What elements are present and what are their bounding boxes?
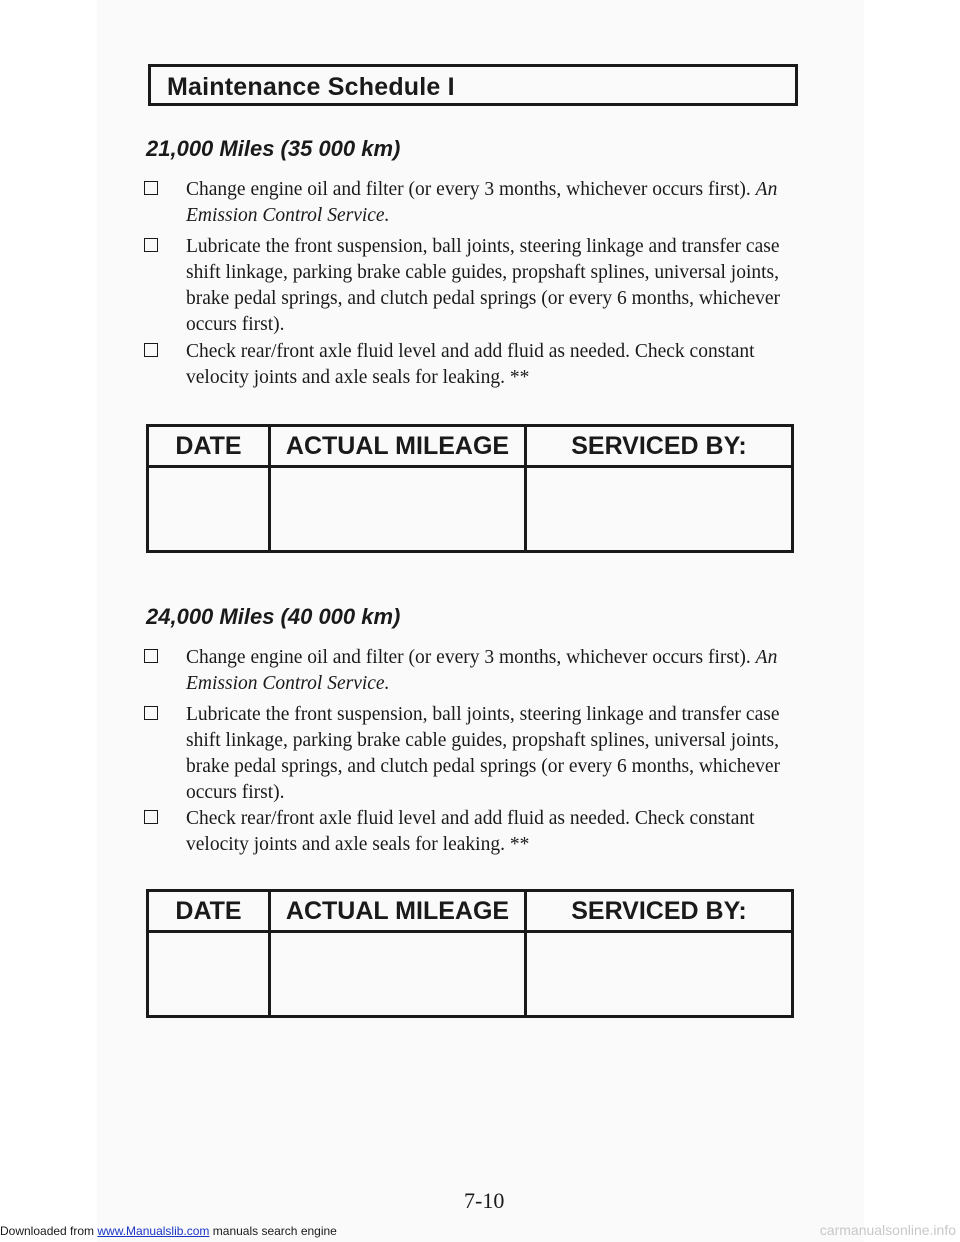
manualslib-link[interactable]: www.Manualslib.com <box>97 1224 210 1238</box>
item-text: Change engine oil and filter (or every 3 months, whichever occurs first). <box>186 647 751 668</box>
item-text: Lubricate the front suspension, ball joints, steering linkage and transfer case shift linkage, parking brake cable guides, propshaft splines, universal joints, brake pedal springs, and clutch pedal springs (or every 6 months, whichever occurs first). <box>186 704 781 803</box>
page-number: 7-10 <box>464 1188 505 1213</box>
serviced-by-cell[interactable] <box>526 932 793 1017</box>
col-header-date: DATE <box>148 891 270 932</box>
checklist-item <box>186 806 806 858</box>
checkbox-icon[interactable] <box>144 649 158 663</box>
serviced-by-cell[interactable] <box>526 467 793 552</box>
item-note: An Emission Control Service. <box>186 647 778 694</box>
service-record-table <box>146 424 794 553</box>
table-row <box>148 467 793 552</box>
checkbox-icon[interactable] <box>144 238 158 252</box>
table-header-row <box>148 891 793 932</box>
col-header-serviced-by: SERVICED BY: <box>526 891 793 932</box>
checkbox-icon[interactable] <box>144 810 158 824</box>
date-cell[interactable] <box>148 932 270 1017</box>
col-header-mileage: ACTUAL MILEAGE <box>270 891 526 932</box>
checklist-item <box>186 702 806 806</box>
footer-prefix: Downloaded from <box>0 1224 98 1238</box>
checkbox-icon[interactable] <box>144 706 158 720</box>
watermark: carmanualsonline.info <box>819 1222 956 1238</box>
checklist-item <box>186 234 806 338</box>
col-header-serviced-by: SERVICED BY: <box>526 426 793 467</box>
page-title: Maintenance Schedule I <box>167 73 455 101</box>
col-header-mileage: ACTUAL MILEAGE <box>270 426 526 467</box>
mileage-cell[interactable] <box>270 932 526 1017</box>
header-box <box>148 64 798 106</box>
item-text: Check rear/front axle fluid level and add fluid as needed. Check constant velocity joints and axle seals for leaking. ** <box>186 341 755 388</box>
item-text: Check rear/front axle fluid level and add fluid as needed. Check constant velocity joints and axle seals for leaking. ** <box>186 808 755 855</box>
item-note: An Emission Control Service. <box>186 179 778 226</box>
download-footer <box>0 1224 337 1238</box>
section-heading-21000: 21,000 Miles (35 000 km) <box>146 136 401 161</box>
service-record-table <box>146 889 794 1018</box>
item-text: Change engine oil and filter (or every 3 months, whichever occurs first). <box>186 179 751 200</box>
section-heading-24000: 24,000 Miles (40 000 km) <box>146 604 401 629</box>
item-text: Lubricate the front suspension, ball joints, steering linkage and transfer case shift linkage, parking brake cable guides, propshaft splines, universal joints, brake pedal springs, and clutch pedal springs (or every 6 months, whichever occurs first). <box>186 236 781 335</box>
mileage-cell[interactable] <box>270 467 526 552</box>
checklist-item <box>186 177 806 229</box>
checklist-item <box>186 339 806 391</box>
table-header-row <box>148 426 793 467</box>
col-header-date: DATE <box>148 426 270 467</box>
checklist-item <box>186 645 806 697</box>
date-cell[interactable] <box>148 467 270 552</box>
table-row <box>148 932 793 1017</box>
checkbox-icon[interactable] <box>144 343 158 357</box>
footer-suffix: manuals search engine <box>209 1224 337 1238</box>
checkbox-icon[interactable] <box>144 181 158 195</box>
